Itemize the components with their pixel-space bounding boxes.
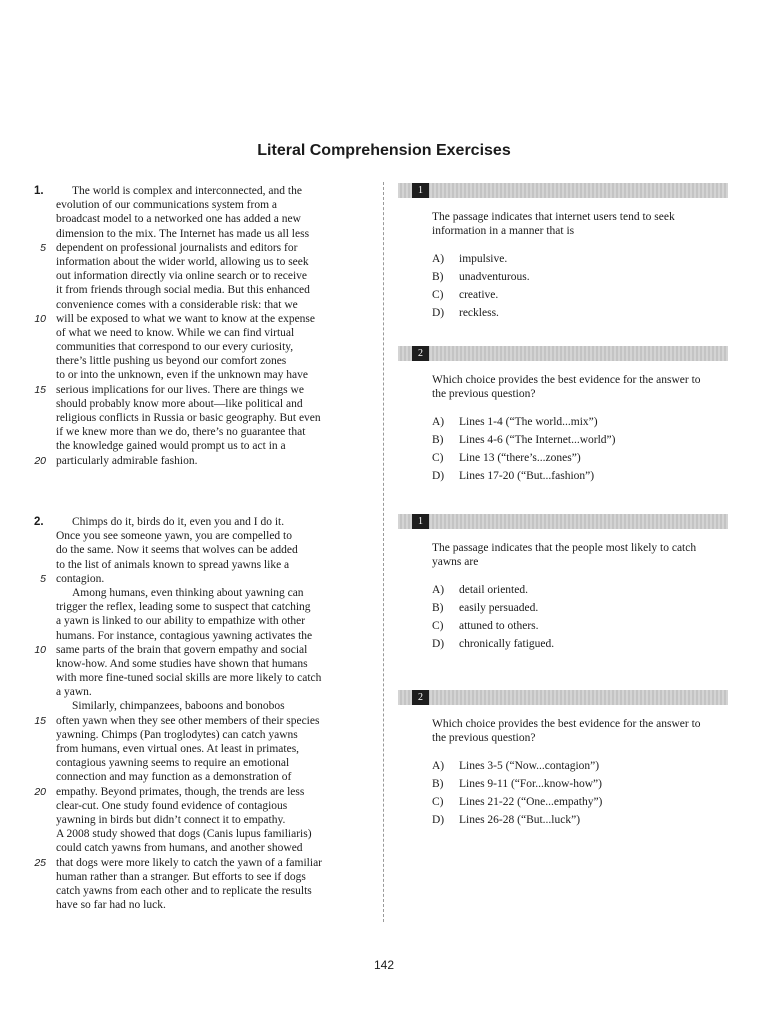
answer-choices — [432, 757, 728, 829]
passage-line — [10, 586, 372, 600]
line-text: same parts of the brain that govern empathy and social — [56, 643, 308, 656]
line-text: know-how. And some studies have shown that humans — [56, 657, 308, 670]
choice-letter: D) — [432, 638, 445, 650]
line-text: trigger the reflex, leading some to suspect that catching — [56, 601, 311, 614]
passage-line — [10, 255, 372, 269]
line-text: communities that correspond to our every curiosity, — [56, 341, 294, 354]
line-text: human rather than a stranger. But efforts to see if dogs — [56, 870, 306, 883]
passage-line — [10, 425, 372, 439]
passage-line — [10, 813, 372, 827]
line-number — [10, 600, 56, 614]
line-text: serious implications for our lives. There are things we — [56, 383, 304, 396]
passage-line — [10, 714, 372, 728]
passage-1 — [10, 184, 372, 468]
line-number — [10, 354, 56, 368]
choice-text: attuned to others. — [459, 620, 539, 632]
line-number — [10, 212, 56, 226]
question-number-badge: 1 — [412, 514, 429, 529]
choice-text: Line 13 (“there’s...zones”) — [459, 452, 581, 464]
line-number — [10, 543, 56, 557]
line-number — [10, 870, 56, 884]
passage-line — [10, 856, 372, 870]
line-text: Chimps do it, birds do it, even you and I do it. — [72, 516, 285, 528]
passage-line — [10, 657, 372, 671]
passage-line — [10, 411, 372, 425]
passage-line — [10, 699, 372, 713]
passage-line — [10, 269, 372, 283]
line-number — [10, 742, 56, 756]
answer-choice[interactable] — [432, 617, 728, 635]
answer-choice[interactable] — [432, 268, 728, 286]
line-text: contagious yawning seems to require an emotional — [56, 757, 290, 770]
line-number — [10, 813, 56, 827]
passage-line — [10, 785, 372, 799]
answer-choice[interactable] — [432, 304, 728, 322]
choice-letter: C) — [432, 452, 444, 464]
line-text: should probably know more about—like political and — [56, 397, 303, 410]
line-text: Once you see someone yawn, you are compelled to — [56, 530, 292, 543]
passage-line — [10, 742, 372, 756]
passage-line — [10, 685, 372, 699]
passage-line — [10, 841, 372, 855]
choice-letter: A) — [432, 416, 445, 428]
answer-choice[interactable] — [432, 581, 728, 599]
passage-line — [10, 643, 372, 657]
passage-line — [10, 614, 372, 628]
line-number — [10, 255, 56, 269]
line-text: information about the wider world, allowing us to seek — [56, 255, 309, 268]
passage-line — [10, 340, 372, 354]
choice-letter: C) — [432, 796, 444, 808]
passage-line — [10, 558, 372, 572]
line-number: 25 — [34, 856, 46, 869]
line-text: humans. For instance, contagious yawning activates the — [56, 629, 313, 642]
choice-text: chronically fatigued. — [459, 638, 555, 650]
passage-line — [10, 629, 372, 643]
passage-line — [10, 572, 372, 586]
question-header-bar — [398, 690, 728, 705]
passage-line — [10, 354, 372, 368]
passage-line — [10, 383, 372, 397]
line-text: the knowledge gained would prompt us to act in a — [56, 440, 286, 453]
line-text: broadcast model to a networked one has added a new — [56, 213, 301, 226]
choice-letter: B) — [432, 602, 444, 614]
line-number — [10, 558, 56, 572]
passage-line — [10, 227, 372, 241]
passage-line — [10, 212, 372, 226]
line-number — [10, 827, 56, 841]
line-text: to the list of animals known to spread yawns like a — [56, 558, 290, 571]
line-number: 20 — [34, 454, 46, 467]
passage-line — [10, 870, 372, 884]
line-text: dependent on professional journalists and editors for — [56, 241, 298, 254]
line-number — [10, 756, 56, 770]
passage-line — [10, 756, 372, 770]
question-block — [398, 346, 728, 485]
line-text: a yawn. — [56, 686, 92, 699]
line-number — [10, 425, 56, 439]
choice-text: Lines 26-28 (“But...luck”) — [459, 814, 581, 826]
line-text: to or into the unknown, even if the unknown may have — [56, 369, 308, 382]
choice-text: Lines 4-6 (“The Internet...world”) — [459, 434, 616, 446]
passage-line — [10, 770, 372, 784]
line-number — [10, 898, 56, 912]
answer-choice[interactable] — [432, 775, 728, 793]
question-block — [398, 514, 728, 653]
line-text: convenience comes with a considerable risk: that we — [56, 298, 298, 311]
choice-text: Lines 17-20 (“But...fashion”) — [459, 470, 595, 482]
passage-line — [10, 671, 372, 685]
line-text: out information directly via online search or to receive — [56, 270, 307, 283]
line-number — [10, 439, 56, 453]
choice-text: unadventurous. — [459, 271, 530, 283]
question-stem: The passage indicates that the people most likely to catch yawns are — [432, 542, 697, 568]
passage-line — [10, 529, 372, 543]
line-text: dimension to the mix. The Internet has made us all less — [56, 227, 310, 240]
answer-choice[interactable] — [432, 250, 728, 268]
choice-text: easily persuaded. — [459, 602, 539, 614]
line-text: a yawn is linked to our ability to empathize with other — [56, 615, 306, 628]
question-number-badge: 2 — [412, 346, 429, 361]
answer-choices — [432, 413, 728, 485]
column-divider — [383, 182, 384, 922]
line-text: Among humans, even thinking about yawning can — [72, 586, 304, 599]
answer-choice[interactable] — [432, 635, 728, 653]
answer-choice[interactable] — [432, 793, 728, 811]
choice-letter: D) — [432, 470, 445, 482]
choice-text: Lines 1-4 (“The world...mix”) — [459, 416, 598, 428]
line-text: have so far had no luck. — [56, 899, 166, 912]
line-text: catch yawns from each other and to replicate the results — [56, 884, 312, 897]
choice-letter: A) — [432, 584, 445, 596]
question-header-bar — [398, 514, 728, 529]
line-number: 10 — [34, 643, 46, 656]
line-text: will be exposed to what we want to know at the expense — [56, 312, 316, 325]
line-text: from humans, even virtual ones. At least in primates, — [56, 743, 300, 755]
line-number — [10, 799, 56, 813]
passage-line — [10, 184, 372, 198]
line-number — [10, 184, 56, 198]
answer-choice[interactable] — [432, 757, 728, 775]
passage-line — [10, 728, 372, 742]
line-number — [10, 340, 56, 354]
line-text: clear-cut. One study found evidence of contagious — [56, 799, 288, 812]
line-text: A 2008 study showed that dogs (Canis lupus familiaris) — [56, 828, 312, 841]
line-text: of what we need to know. While we can find virtual — [56, 326, 295, 339]
line-number — [10, 586, 56, 600]
line-number — [10, 227, 56, 241]
line-text: yawning in birds but didn’t connect it to empathy. — [56, 813, 286, 826]
line-number — [10, 685, 56, 699]
passage-line — [10, 439, 372, 453]
line-text: often yawn when they see other members of their species — [56, 714, 320, 727]
line-text: could catch yawns from humans, and another showed — [56, 842, 303, 855]
choice-letter: A) — [432, 760, 445, 772]
passage-line — [10, 898, 372, 912]
line-text: connection and may function as a demonstration of — [56, 771, 292, 784]
line-text: do the same. Now it seems that wolves can be added — [56, 544, 298, 557]
answer-choice[interactable] — [432, 449, 728, 467]
line-text: with more fine-tuned social skills are more likely to catch — [56, 672, 322, 685]
line-number — [10, 657, 56, 671]
choice-text: Lines 3-5 (“Now...contagion”) — [459, 760, 600, 772]
choice-letter: C) — [432, 289, 444, 301]
line-number — [10, 841, 56, 855]
line-text: The world is complex and interconnected, and the — [72, 185, 302, 197]
question-block — [398, 690, 728, 829]
line-number — [10, 198, 56, 212]
question-header-bar — [398, 346, 728, 361]
question-number-badge: 2 — [412, 690, 429, 705]
line-number — [10, 368, 56, 382]
question-number-badge: 1 — [412, 183, 429, 198]
passage-2 — [10, 515, 372, 912]
choice-letter: C) — [432, 620, 444, 632]
answer-choice[interactable] — [432, 811, 728, 829]
question-header-bar — [398, 183, 728, 198]
answer-choices — [432, 250, 728, 322]
answer-choice[interactable] — [432, 431, 728, 449]
line-number — [10, 728, 56, 742]
choice-text: Lines 21-22 (“One...empathy”) — [459, 796, 603, 808]
choice-letter: B) — [432, 434, 444, 446]
passage-line — [10, 312, 372, 326]
line-number — [10, 529, 56, 543]
line-number — [10, 671, 56, 685]
line-number: 15 — [34, 714, 46, 727]
choice-text: reckless. — [459, 307, 499, 319]
line-number: 15 — [34, 383, 46, 396]
passage-line — [10, 283, 372, 297]
choice-letter: D) — [432, 814, 445, 826]
line-text: there’s little pushing us beyond our comfort zones — [56, 355, 287, 368]
passage-number: 2. — [34, 516, 44, 528]
line-number — [10, 770, 56, 784]
passage-line — [10, 326, 372, 340]
passage-line — [10, 543, 372, 557]
line-number — [10, 397, 56, 411]
page-number: 142 — [373, 958, 395, 972]
line-number: 5 — [40, 572, 46, 585]
line-number — [10, 283, 56, 297]
passage-number: 1. — [34, 185, 44, 197]
question-stem: Which choice provides the best evidence for the answer to the previous question? — [432, 374, 701, 400]
line-text: that dogs were more likely to catch the yawn of a familiar — [56, 856, 322, 869]
question-block — [398, 183, 728, 322]
page-title: Literal Comprehension Exercises — [257, 142, 511, 159]
line-text: evolution of our communications system from a — [56, 199, 278, 212]
line-number: 5 — [40, 241, 46, 254]
line-number — [10, 298, 56, 312]
line-number — [10, 629, 56, 643]
choice-text: Lines 9-11 (“For...know-how”) — [459, 778, 602, 790]
line-text: contagion. — [56, 572, 105, 585]
choice-text: impulsive. — [459, 253, 508, 265]
passage-line — [10, 241, 372, 255]
line-text: it from friends through social media. But this enhanced — [56, 284, 310, 297]
question-stem: The passage indicates that internet users tend to seek information in a manner that is — [432, 211, 675, 237]
choice-text: creative. — [459, 289, 499, 301]
line-text: empathy. Beyond primates, though, the trends are less — [56, 785, 305, 798]
choice-letter: B) — [432, 778, 444, 790]
line-number — [10, 326, 56, 340]
choice-letter: B) — [432, 271, 444, 283]
passage-line — [10, 600, 372, 614]
line-text: if we knew more than we do, there’s no guarantee that — [56, 426, 306, 439]
answer-choice[interactable] — [432, 599, 728, 617]
passage-line — [10, 298, 372, 312]
passage-line — [10, 799, 372, 813]
answer-choice[interactable] — [432, 467, 728, 485]
answer-choice[interactable] — [432, 286, 728, 304]
passage-line — [10, 368, 372, 382]
line-number — [10, 269, 56, 283]
line-number — [10, 884, 56, 898]
answer-choices — [432, 581, 728, 653]
passage-line — [10, 198, 372, 212]
line-text: particularly admirable fashion. — [56, 454, 198, 467]
line-text: Similarly, chimpanzees, baboons and bonobos — [72, 700, 285, 713]
line-text: yawning. Chimps (Pan troglodytes) can catch yawns — [56, 728, 298, 741]
passage-line — [10, 515, 372, 529]
passage-line — [10, 884, 372, 898]
choice-text: detail oriented. — [459, 584, 528, 596]
choice-letter: D) — [432, 307, 445, 319]
line-number — [10, 614, 56, 628]
answer-choice[interactable] — [432, 413, 728, 431]
passage-line — [10, 827, 372, 841]
line-number — [10, 411, 56, 425]
choice-letter: A) — [432, 253, 445, 265]
line-number: 20 — [34, 785, 46, 798]
question-stem: Which choice provides the best evidence for the answer to the previous question? — [432, 718, 701, 744]
line-number: 10 — [34, 312, 46, 325]
line-number — [10, 699, 56, 713]
line-text: religious conflicts in Russia or basic geography. But even — [56, 412, 321, 424]
line-number — [10, 515, 56, 529]
passage-line — [10, 397, 372, 411]
passage-line — [10, 454, 372, 468]
